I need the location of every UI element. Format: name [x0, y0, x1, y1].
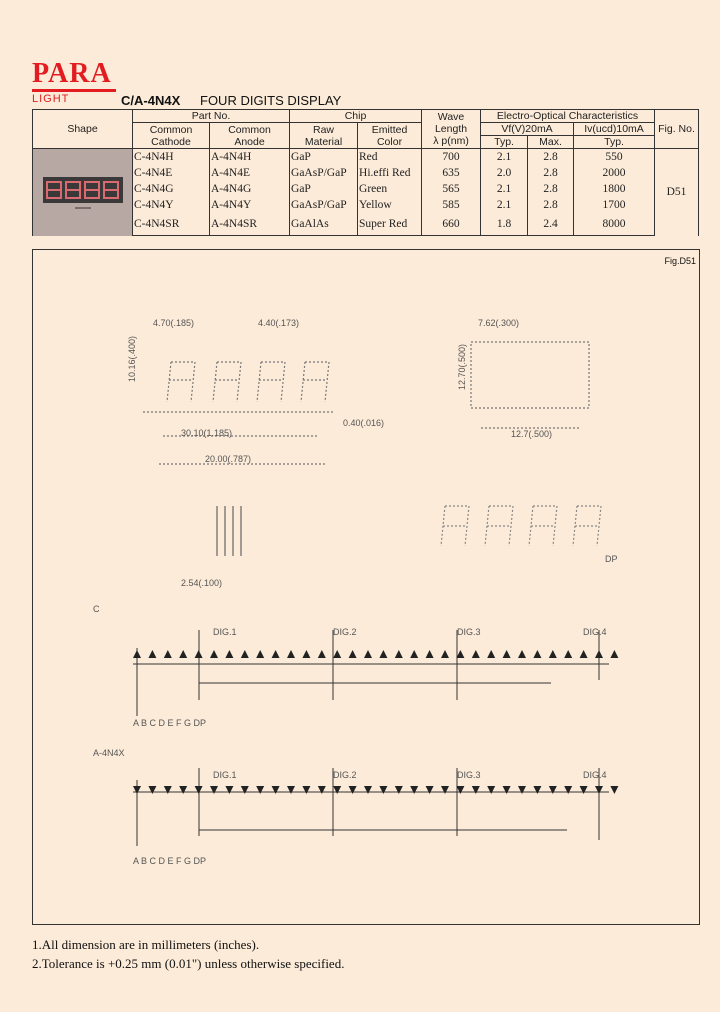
led-arrow-down — [333, 786, 341, 794]
header-common-cathode-1: Common — [149, 123, 193, 136]
led-arrow-down — [364, 786, 372, 794]
cell-vf-typ: 2.1 — [481, 197, 528, 213]
cell-material: GaAlAs — [290, 213, 358, 236]
led-arrow-down — [426, 786, 434, 794]
dig2-a: DIG.2 — [333, 770, 357, 780]
circuit-a-label: A-4N4X — [93, 748, 125, 758]
led-arrow-down — [595, 786, 603, 794]
led-arrow-down — [225, 786, 233, 794]
cell-cathode: C-4N4SR — [133, 213, 210, 236]
brand-name: PARA — [32, 58, 112, 89]
led-arrow-down — [318, 786, 326, 794]
dig4-a: DIG.4 — [583, 770, 607, 780]
led-arrow-down — [164, 786, 172, 794]
led-arrow-down — [503, 786, 511, 794]
led-arrow-down — [210, 786, 218, 794]
led-arrow-down — [133, 786, 141, 794]
header-raw-material — [290, 123, 358, 149]
cell-iv-typ: 1800 — [574, 181, 655, 197]
cell-anode: A-4N4G — [210, 181, 290, 197]
led-arrow-down — [580, 786, 588, 794]
mechanical-drawing — [33, 250, 699, 924]
led-arrow-down — [379, 786, 387, 794]
led-arrow-down — [395, 786, 403, 794]
table-row — [33, 149, 699, 166]
cell-iv-typ: 8000 — [574, 213, 655, 236]
led-arrow-down — [472, 786, 480, 794]
led-arrow-down — [518, 786, 526, 794]
brand-sub: LIGHT — [32, 93, 70, 105]
cell-vf-max: 2.8 — [528, 197, 574, 213]
led-arrow-up — [426, 650, 434, 658]
front-view — [143, 362, 333, 464]
cell-vf-typ: 2.1 — [481, 149, 528, 166]
led-arrow-down — [564, 786, 572, 794]
cell-iv-typ: 1700 — [574, 197, 655, 213]
led-arrow-down — [179, 786, 187, 794]
led-arrow-down — [610, 786, 618, 794]
cell-cathode: C-4N4Y — [133, 197, 210, 213]
led-arrow-up — [456, 650, 464, 658]
led-arrow-down — [287, 786, 295, 794]
brand-underline — [32, 89, 116, 92]
led-arrow-up — [395, 650, 403, 658]
header-emitted-color-1: Emitted — [371, 123, 408, 136]
header-vf-max: Max. — [528, 136, 574, 149]
led-array-cathode — [133, 650, 618, 658]
led-arrow-up — [610, 650, 618, 658]
dim-d6: 20.00(.787) — [205, 454, 252, 464]
cell-vf-max: 2.4 — [528, 213, 574, 236]
header-common-anode-1: Common — [228, 123, 271, 136]
dig4-c: DIG.4 — [583, 627, 607, 637]
led-arrow-up — [241, 650, 249, 658]
led-arrow-up — [318, 650, 326, 658]
header-common-anode — [210, 123, 290, 149]
cell-material: GaP — [290, 149, 358, 166]
header-vf-typ: Typ. — [481, 136, 528, 149]
led-arrow-down — [533, 786, 541, 794]
header-raw-material-1: Raw — [313, 123, 335, 136]
cell-vf-max: 2.8 — [528, 149, 574, 166]
cell-material: GaP — [290, 181, 358, 197]
led-arrow-down — [456, 786, 464, 794]
cell-anode: A-4N4Y — [210, 197, 290, 213]
led-arrow-up — [580, 650, 588, 658]
led-arrow-up — [349, 650, 357, 658]
led-arrow-down — [549, 786, 557, 794]
led-arrow-down — [148, 786, 156, 794]
model-description: FOUR DIGITS DISPLAY — [200, 93, 342, 108]
header-raw-material-2: Material — [304, 135, 343, 148]
header-vf: Vf(V)20mA — [481, 123, 574, 136]
cell-wave: 700 — [422, 149, 481, 166]
dig1-c: DIG.1 — [213, 627, 237, 637]
dim-d2: 10.16(.400) — [127, 335, 137, 382]
cell-fig-no: D51 — [655, 149, 699, 236]
header-emitted-color — [358, 123, 422, 149]
led-arrow-down — [256, 786, 264, 794]
header-iv: Iv(ucd)10mA — [574, 123, 655, 136]
led-arrow-up — [302, 650, 310, 658]
header-part-no: Part No. — [133, 110, 290, 123]
spec-table — [32, 109, 699, 236]
dim-d1: 4.70(.185) — [153, 318, 195, 328]
display-shape-icon — [35, 149, 131, 233]
led-arrow-up — [364, 650, 372, 658]
led-arrow-up — [148, 650, 156, 658]
led-arrow-down — [302, 786, 310, 794]
led-arrow-up — [133, 650, 141, 658]
led-arrow-down — [272, 786, 280, 794]
cell-cathode: C-4N4E — [133, 165, 210, 181]
header-emitted-color-2: Color — [376, 135, 403, 148]
cell-material: GaAsP/GaP — [290, 197, 358, 213]
led-arrow-down — [441, 786, 449, 794]
dim-d9: 2.54(.100) — [181, 578, 223, 588]
led-arrow-up — [564, 650, 572, 658]
dim-d3: 12.7(.500) — [511, 429, 553, 439]
led-arrow-up — [441, 650, 449, 658]
header-shape: Shape — [33, 110, 133, 149]
led-arrow-up — [379, 650, 387, 658]
cell-material: GaAsP/GaP — [290, 165, 358, 181]
led-arrow-up — [272, 650, 280, 658]
led-arrow-down — [349, 786, 357, 794]
dim-d7: 30.10(1.185) — [181, 428, 233, 438]
dim-d10: 0.40(.016) — [343, 418, 385, 428]
header-eo: Electro-Optical Characteristics — [481, 110, 655, 123]
header-wave-1: Wave — [437, 111, 465, 123]
led-arrow-up — [195, 650, 203, 658]
dig2-c: DIG.2 — [333, 627, 357, 637]
header-common-anode-2: Anode — [234, 135, 265, 148]
header-common-cathode — [133, 123, 210, 149]
cell-color: Green — [358, 181, 422, 197]
cell-color: Hi.effi Red — [358, 165, 422, 181]
led-array-anode — [133, 786, 618, 794]
led-arrow-up — [549, 650, 557, 658]
header-chip: Chip — [290, 110, 422, 123]
cell-wave: 635 — [422, 165, 481, 181]
dig3-a: DIG.3 — [457, 770, 481, 780]
led-arrow-up — [225, 650, 233, 658]
notes — [32, 935, 344, 973]
led-arrow-up — [333, 650, 341, 658]
led-arrow-up — [595, 650, 603, 658]
led-arrow-up — [164, 650, 172, 658]
dim-d8: 7.62(.300) — [478, 318, 520, 328]
dim-d5: 12.70(.500) — [457, 343, 467, 390]
dim-dp: DP — [605, 554, 618, 564]
circuit-cathode — [133, 630, 609, 716]
seg-letters-c: A B C D E F G DP — [133, 718, 207, 728]
cell-iv-typ: 550 — [574, 149, 655, 166]
header-wave — [422, 110, 481, 149]
led-arrow-up — [256, 650, 264, 658]
led-arrow-up — [487, 650, 495, 658]
dig1-a: DIG.1 — [213, 770, 237, 780]
cell-anode: A-4N4H — [210, 149, 290, 166]
header-wave-3: λ p(nm) — [433, 135, 469, 147]
led-arrow-up — [179, 650, 187, 658]
side-view — [471, 342, 589, 428]
led-arrow-up — [472, 650, 480, 658]
led-arrow-up — [503, 650, 511, 658]
led-arrow-up — [533, 650, 541, 658]
cell-cathode: C-4N4H — [133, 149, 210, 166]
cell-vf-typ: 1.8 — [481, 213, 528, 236]
dim-d4: 4.40(.173) — [258, 318, 300, 328]
shape-image — [33, 149, 133, 236]
led-arrow-down — [241, 786, 249, 794]
led-arrow-up — [410, 650, 418, 658]
cell-color: Red — [358, 149, 422, 166]
circuit-anode — [133, 768, 609, 846]
led-arrow-down — [487, 786, 495, 794]
drawing-panel — [32, 249, 700, 925]
header-fig-no: Fig. No. — [655, 110, 699, 149]
cell-wave: 585 — [422, 197, 481, 213]
cell-vf-typ: 2.1 — [481, 181, 528, 197]
led-arrow-down — [195, 786, 203, 794]
digit-detail — [441, 506, 601, 546]
led-arrow-up — [518, 650, 526, 658]
led-arrow-down — [410, 786, 418, 794]
pin-view — [217, 506, 241, 556]
header-iv-typ: Typ. — [574, 136, 655, 149]
cell-wave: 660 — [422, 213, 481, 236]
cell-iv-typ: 2000 — [574, 165, 655, 181]
dig3-c: DIG.3 — [457, 627, 481, 637]
cell-vf-max: 2.8 — [528, 181, 574, 197]
fig-label: Fig.D51 — [664, 256, 696, 266]
cell-cathode: C-4N4G — [133, 181, 210, 197]
model-number: C/A-4N4X — [121, 93, 181, 108]
note-1: 1.All dimension are in millimeters (inches). — [32, 937, 260, 952]
note-2: 2.Tolerance is +0.25 mm (0.01") unless otherwise specified. — [32, 956, 345, 971]
cell-color: Yellow — [358, 197, 422, 213]
cell-wave: 565 — [422, 181, 481, 197]
header-wave-2: Length — [434, 123, 468, 135]
cell-anode: A-4N4SR — [210, 213, 290, 236]
cell-vf-typ: 2.0 — [481, 165, 528, 181]
cell-vf-max: 2.8 — [528, 165, 574, 181]
led-arrow-up — [210, 650, 218, 658]
cell-anode: A-4N4E — [210, 165, 290, 181]
circuit-c-label: C — [93, 604, 100, 614]
led-arrow-up — [287, 650, 295, 658]
cell-color: Super Red — [358, 213, 422, 236]
seg-letters-a: A B C D E F G DP — [133, 856, 207, 866]
header-common-cathode-2: Cathode — [151, 135, 191, 148]
